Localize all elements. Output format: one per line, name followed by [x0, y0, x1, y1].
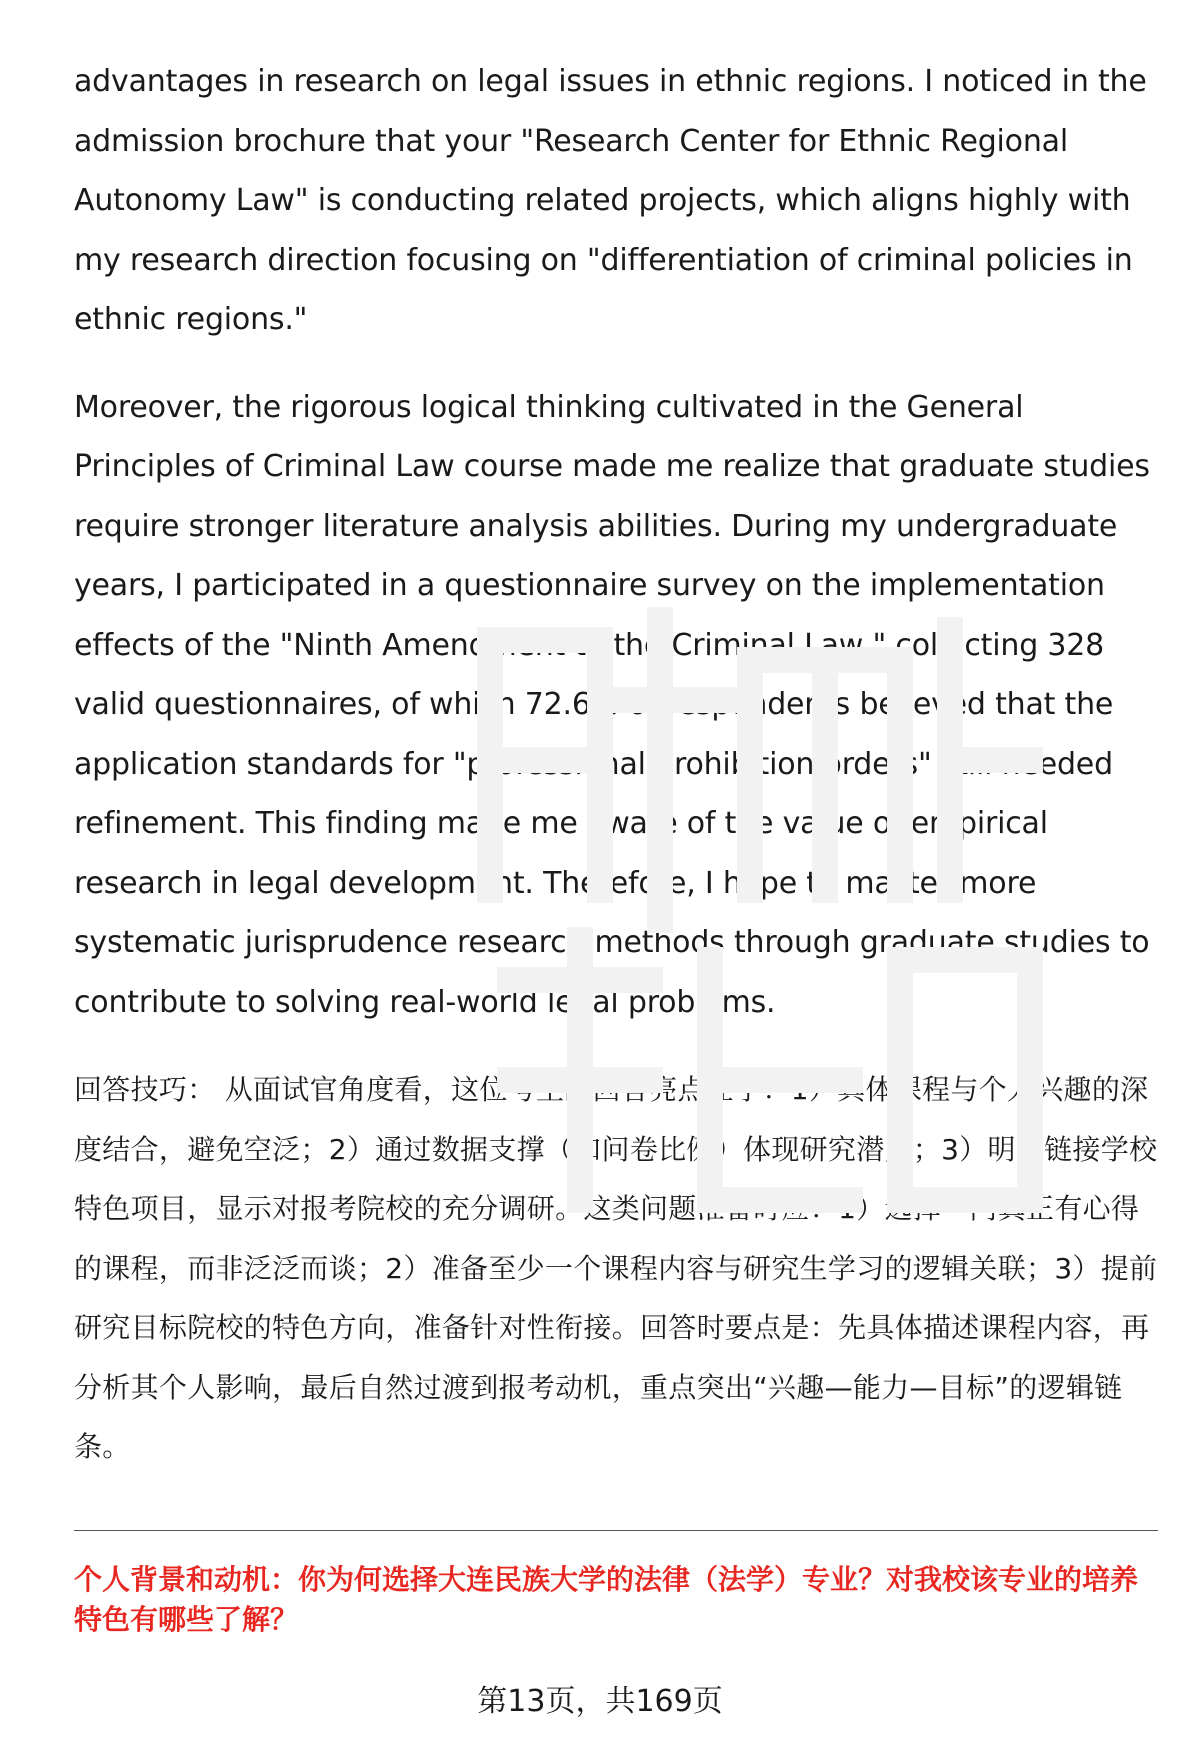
paragraph-2: Moreover, the rigorous logical thinking cultivated in the General Principles of Criminal Law course made me realize that graduate studies require stronger literature analysis abilities. During my undergraduate years, I participated in a questionnaire survey on the implementation effects of the "Ninth Amendment to the Criminal Law," collecting 328 valid questionnaires, of which 72.6% of respondents believed that the application standards for "professional prohibition orders" still needed refinement. This finding made me aware of the value of empirical research in legal development. Therefore, I hope to master more systematic jurisprudence research methods through graduate studies to contribute to solving real-world legal problems.	[74, 389, 1150, 1020]
section-divider	[74, 1530, 1158, 1531]
paragraph-1: advantages in research on legal issues in ethnic regions. I noticed in the admission brochure that your "Research Center for Ethnic Regional Autonomy Law" is conducting related projects, which aligns highly with my research direction focusing on "differentiation of criminal policies in ethnic regions."	[74, 64, 1147, 337]
answer-tips: 回答技巧： 从面试官角度看，这位考生的回答亮点在于：1）具体课程与个人兴趣的深度结合，避免空泛；2）通过数据支撑（如问卷比例）体现研究潜力；3）明确链接学校特色项目，显示对报考院校的充分调研。这类问题准备时应：1）选择一门真正有心得的课程，而非泛泛而谈；2）准备至少一个课程内容与研究生学习的逻辑关联；3）提前研究目标院校的特色方向，准备针对性衔接。回答时要点是：先具体描述课程内容，再分析其个人影响，最后自然过渡到报考动机，重点突出“兴趣—能力—目标”的逻辑链条。	[74, 1073, 1158, 1463]
document-body	[74, 52, 1164, 1477]
next-question-heading: 个人背景和动机：你为何选择大连民族大学的法律（法学）专业？对我校该专业的培养特色有哪些了解？	[74, 1563, 1139, 1636]
page-number: 第13页，共169页	[477, 1684, 723, 1719]
